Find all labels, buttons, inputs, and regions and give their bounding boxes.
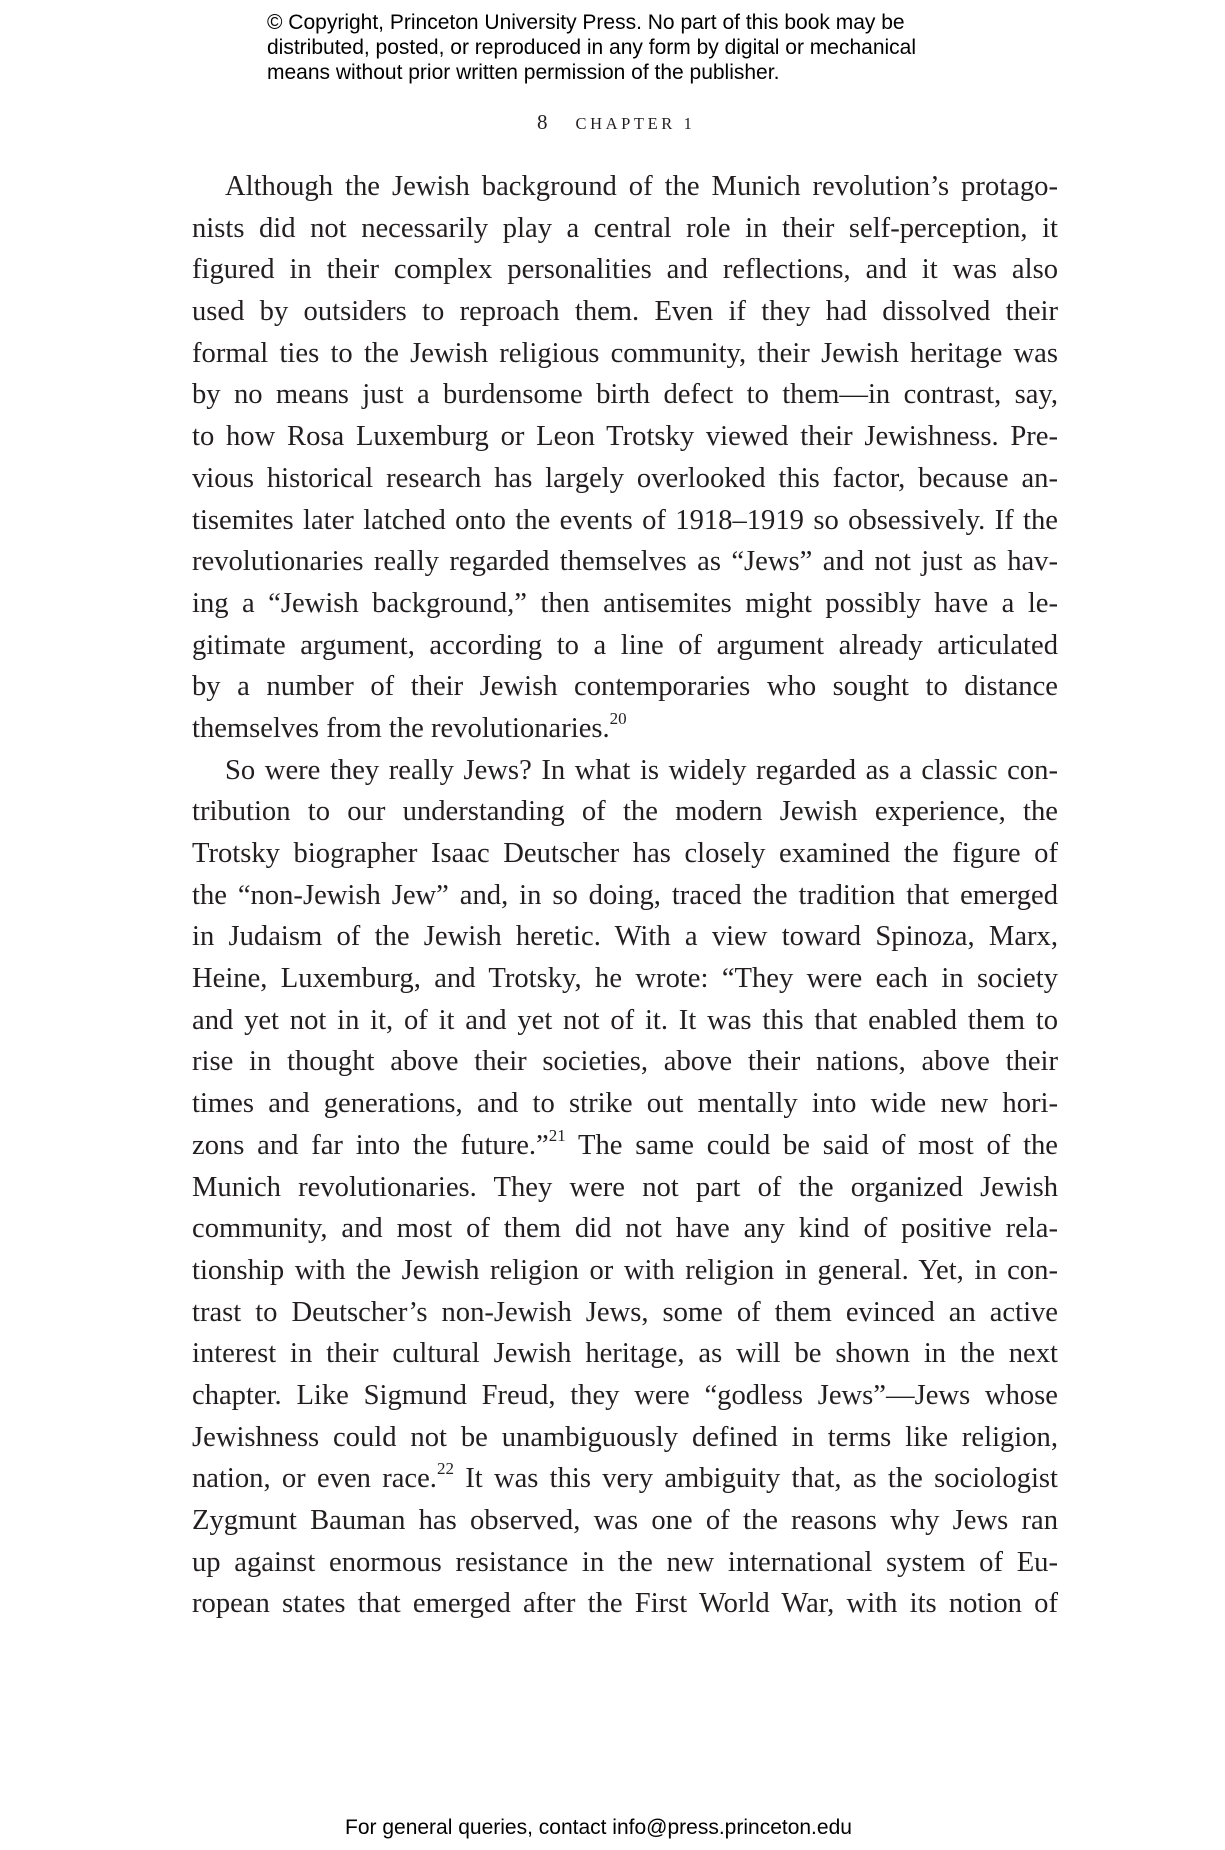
copyright-notice	[267, 10, 967, 85]
line-text: up against enormous resistance in the new international system of Eu-	[192, 1546, 1058, 1578]
text-line	[192, 958, 1058, 1000]
body-text	[192, 166, 1058, 1625]
text-line	[192, 208, 1058, 250]
line-text: formal ties to the Jewish religious community, their Jewish heritage was	[192, 337, 1058, 369]
text-line	[192, 1250, 1058, 1292]
text-line	[192, 1458, 1058, 1500]
text-line	[192, 500, 1058, 542]
text-line	[192, 458, 1058, 500]
line-text: themselves from the revolutionaries.	[192, 712, 610, 744]
line-text: used by outsiders to reproach them. Even if they had dissolved their	[192, 296, 1058, 328]
text-line	[192, 666, 1058, 708]
text-line	[192, 1083, 1058, 1125]
text-line	[192, 333, 1058, 375]
line-text: tionship with the Jewish religion or with religion in general. Yet, in con-	[192, 1254, 1058, 1286]
text-line	[192, 1041, 1058, 1083]
line-text: trast to Deutscher’s non-Jewish Jews, some of them evinced an active	[192, 1296, 1058, 1328]
text-line	[192, 249, 1058, 291]
text-line	[192, 166, 1058, 208]
footnote-reference[interactable]: 20	[609, 708, 627, 728]
text-line	[192, 1417, 1058, 1459]
line-text: ing a “Jewish background,” then antisemites might possibly have a le-	[192, 587, 1058, 619]
text-line	[192, 374, 1058, 416]
text-line	[192, 1375, 1058, 1417]
copyright-line: means without prior written permission of the publisher.	[267, 61, 780, 84]
line-text: Jewishness could not be unambiguously defined in terms like religion,	[192, 1421, 1058, 1453]
line-text: tisemites later latched onto the events of 1918–1919 so obsessively. If the	[192, 504, 1058, 536]
line-text: in Judaism of the Jewish heretic. With a view toward Spinoza, Marx,	[192, 921, 1058, 953]
text-line	[192, 1333, 1058, 1375]
text-line	[192, 625, 1058, 667]
line-text: to how Rosa Luxemburg or Leon Trotsky viewed their Jewishness. Pre-	[192, 421, 1058, 453]
text-line	[192, 1500, 1058, 1542]
line-text: vious historical research has largely overlooked this factor, because an-	[192, 462, 1058, 494]
text-line	[192, 416, 1058, 458]
line-text: by no means just a burdensome birth defect to them—in contrast, say,	[192, 379, 1058, 411]
contact-footer: For general queries, contact info@press.princeton.edu	[345, 1816, 852, 1839]
footnote-reference[interactable]: 22	[436, 1459, 454, 1479]
paragraph	[192, 750, 1058, 1625]
line-text: times and generations, and to strike out mentally into wide new hori-	[192, 1088, 1058, 1120]
line-text: nists did not necessarily play a central role in their self-perception, it	[192, 212, 1058, 244]
text-line	[192, 875, 1058, 917]
line-text: community, and most of them did not have any kind of positive rela-	[192, 1213, 1058, 1245]
text-line	[192, 1167, 1058, 1209]
text-line	[192, 1292, 1058, 1334]
text-line	[192, 1208, 1058, 1250]
page-number: 8	[537, 110, 548, 134]
text-line	[192, 791, 1058, 833]
text-line	[192, 291, 1058, 333]
line-text: Zygmunt Bauman has observed, was one of the reasons why Jews ran	[192, 1505, 1058, 1536]
running-head	[537, 110, 695, 140]
line-text: nation, or even race.	[192, 1463, 437, 1495]
text-line	[192, 583, 1058, 625]
line-text: So were they really Jews? In what is widely regarded as a classic con-	[225, 754, 1058, 786]
line-text: Munich revolutionaries. They were not part of the organized Jewish	[192, 1171, 1058, 1203]
line-text: the “non-Jewish Jew” and, in so doing, traced the tradition that emerged	[192, 879, 1058, 911]
copyright-line: distributed, posted, or reproduced in any form by digital or mechanical	[267, 36, 917, 59]
text-line	[192, 1542, 1058, 1584]
line-text: Although the Jewish background of the Munich revolution’s protago-	[225, 171, 1058, 202]
line-text: gitimate argument, according to a line of argument already articulated	[192, 629, 1058, 661]
line-text: rise in thought above their societies, above their nations, above their	[192, 1046, 1058, 1078]
line-text-continued: The same could be said of most of the	[565, 1129, 1059, 1161]
paragraph	[192, 166, 1058, 750]
line-text: tribution to our understanding of the modern Jewish experience, the	[192, 796, 1058, 828]
line-text: chapter. Like Sigmund Freud, they were “godless Jews”—Jews whose	[192, 1379, 1058, 1411]
text-line	[192, 750, 1058, 792]
line-text: figured in their complex personalities and reflections, and it was also	[192, 254, 1058, 286]
line-text-continued: It was this very ambiguity that, as the sociologist	[453, 1463, 1059, 1495]
text-line	[192, 1000, 1058, 1042]
line-text: zons and far into the future.”	[192, 1129, 549, 1161]
line-text: Heine, Luxemburg, and Trotsky, he wrote: “They were each in society	[192, 963, 1058, 995]
text-line	[192, 541, 1058, 583]
copyright-line: © Copyright, Princeton University Press. No part of this book may be	[267, 11, 905, 34]
line-text: and yet not in it, of it and yet not of it. It was this that enabled them to	[192, 1004, 1058, 1036]
chapter-label: CHAPTER 1	[575, 114, 696, 133]
line-text: interest in their cultural Jewish heritage, as will be shown in the next	[192, 1338, 1058, 1370]
line-text: Trotsky biographer Isaac Deutscher has closely examined the figure of	[192, 838, 1058, 869]
line-text: revolutionaries really regarded themselves as “Jews” and not just as hav-	[192, 546, 1058, 578]
footnote-reference[interactable]: 21	[548, 1125, 566, 1145]
text-line	[192, 1125, 1058, 1167]
text-line	[192, 708, 1058, 750]
line-text: by a number of their Jewish contemporaries who sought to distance	[192, 671, 1058, 703]
text-line	[192, 1583, 1058, 1625]
text-line	[192, 916, 1058, 958]
line-text: ropean states that emerged after the First World War, with its notion of	[192, 1588, 1058, 1620]
text-line	[192, 833, 1058, 875]
